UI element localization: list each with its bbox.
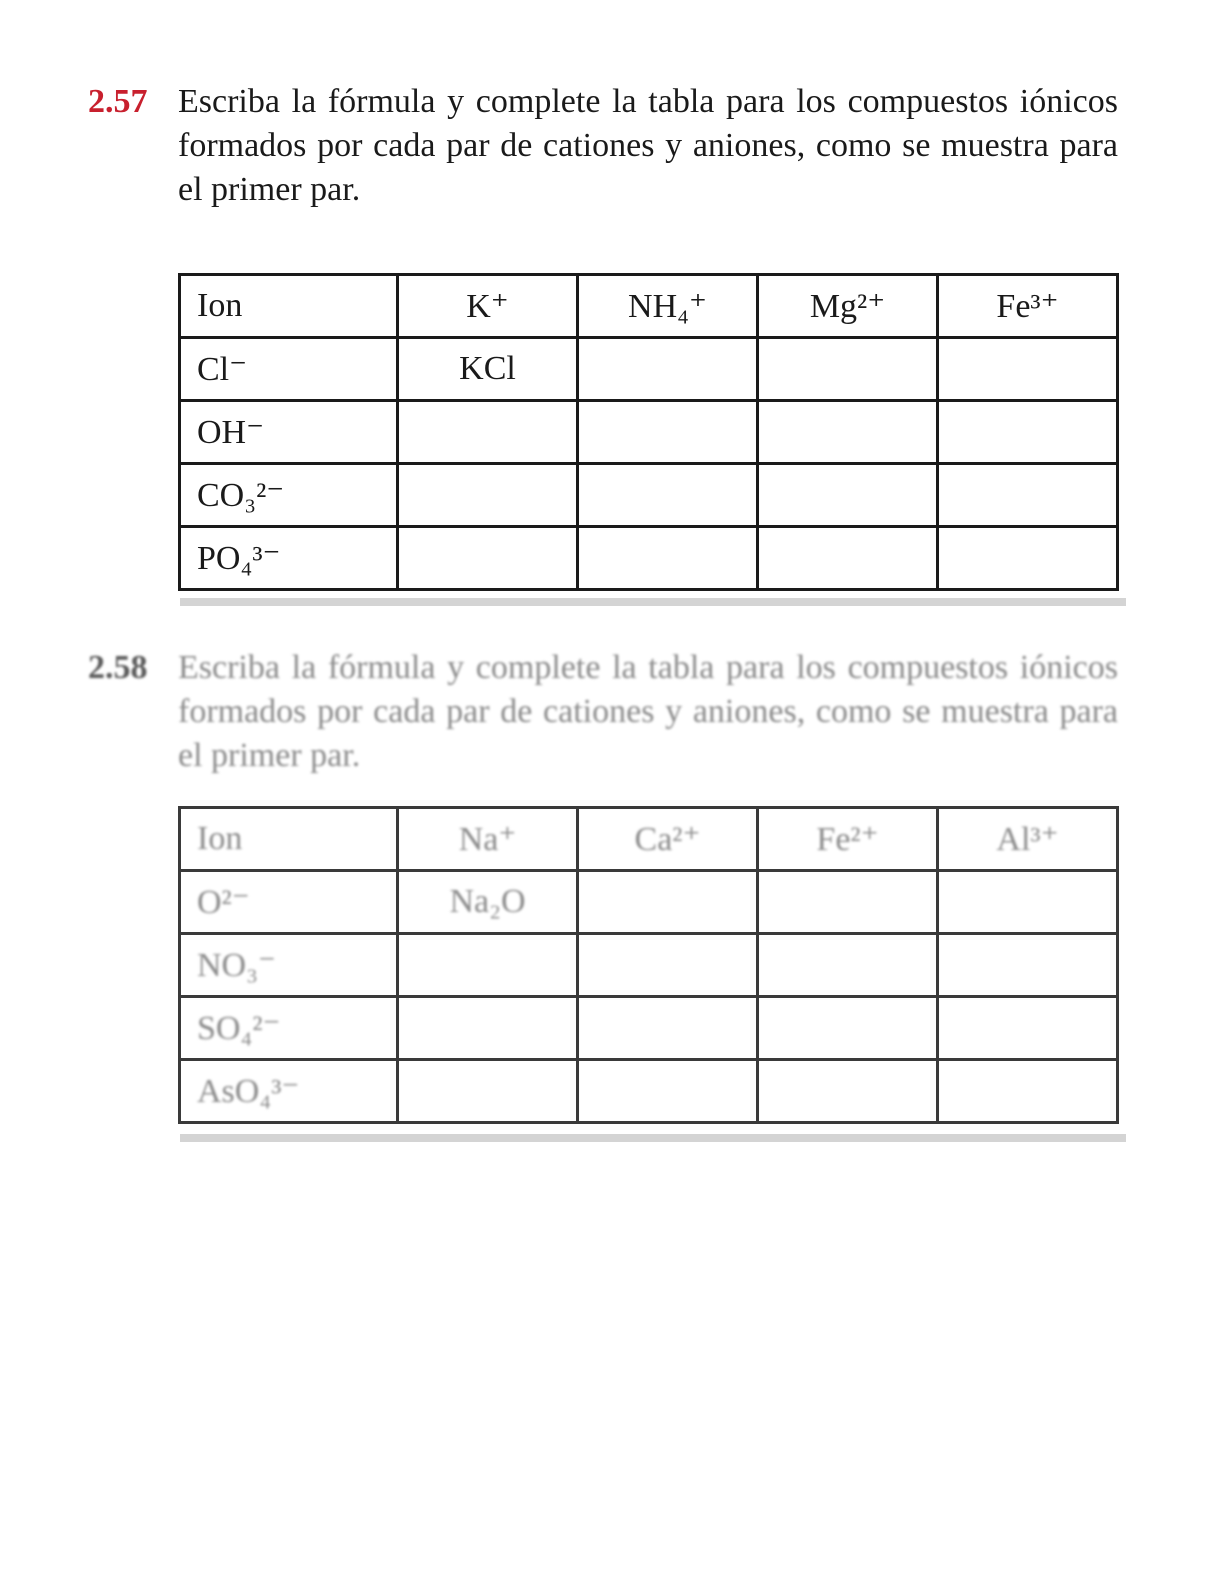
answer-cell [578, 338, 758, 401]
answer-cell [758, 401, 938, 464]
problem-number: 2.58 [88, 649, 148, 686]
answer-cell [398, 527, 578, 590]
answer-cell [578, 934, 758, 997]
table-row [180, 934, 1118, 997]
table-row [180, 871, 1118, 934]
problem-2-58 [88, 646, 1120, 778]
table-row [180, 464, 1118, 527]
answer-cell [938, 871, 1118, 934]
problem-header [88, 646, 1120, 778]
answer-cell [758, 997, 938, 1060]
answer-cell [938, 527, 1118, 590]
header-cell-ion: Ion [180, 808, 398, 871]
problem-header [88, 80, 1120, 212]
problem-2-57 [88, 80, 1120, 212]
answer-cell [758, 1060, 938, 1123]
answer-cell [938, 464, 1118, 527]
header-cell-cation: NH₄⁺ [578, 275, 758, 338]
table-shadow [180, 598, 1126, 606]
anion-cell: NO₃⁻ [180, 934, 398, 997]
table-row [180, 997, 1118, 1060]
answer-cell [398, 997, 578, 1060]
answer-cell [758, 464, 938, 527]
anion-cell: OH⁻ [180, 401, 398, 464]
answer-cell [938, 1060, 1118, 1123]
ion-table-1 [178, 273, 1119, 591]
header-cell-cation: Ca²⁺ [578, 808, 758, 871]
answer-cell [758, 934, 938, 997]
answer-cell [938, 338, 1118, 401]
problem-text: Escriba la fórmula y complete la tabla para los compuestos iónicos formados por cada par de cationes y aniones, como se muestra para el primer par. [178, 649, 1118, 774]
answer-cell [938, 997, 1118, 1060]
anion-cell: O²⁻ [180, 871, 398, 934]
problem-number: 2.57 [88, 83, 148, 120]
header-cell-cation: Na⁺ [398, 808, 578, 871]
anion-cell: SO₄²⁻ [180, 997, 398, 1060]
table-row [180, 527, 1118, 590]
answer-cell [578, 997, 758, 1060]
anion-cell: AsO₄³⁻ [180, 1060, 398, 1123]
answer-cell [938, 401, 1118, 464]
anion-cell: CO₃²⁻ [180, 464, 398, 527]
header-cell-cation: K⁺ [398, 275, 578, 338]
problem-text: Escriba la fórmula y complete la tabla para los compuestos iónicos formados por cada par de cationes y aniones, como se muestra para el primer par. [178, 83, 1118, 208]
answer-cell: KCl [398, 338, 578, 401]
table-shadow [180, 1134, 1126, 1142]
header-cell-ion: Ion [180, 275, 398, 338]
answer-cell [398, 401, 578, 464]
answer-cell [758, 338, 938, 401]
header-cell-cation: Fe³⁺ [938, 275, 1118, 338]
header-cell-cation: Fe²⁺ [758, 808, 938, 871]
ion-table-2 [178, 806, 1119, 1124]
answer-cell [398, 934, 578, 997]
answer-cell [578, 401, 758, 464]
answer-cell [758, 527, 938, 590]
table-header-row [180, 275, 1118, 338]
answer-cell [398, 464, 578, 527]
table-row [180, 338, 1118, 401]
table-header-row [180, 808, 1118, 871]
answer-cell: Na₂O [398, 871, 578, 934]
answer-cell [578, 1060, 758, 1123]
table-row [180, 401, 1118, 464]
answer-cell [578, 527, 758, 590]
answer-cell [578, 871, 758, 934]
answer-cell [758, 871, 938, 934]
header-cell-cation: Al³⁺ [938, 808, 1118, 871]
answer-cell [398, 1060, 578, 1123]
header-cell-cation: Mg²⁺ [758, 275, 938, 338]
answer-cell [578, 464, 758, 527]
anion-cell: PO₄³⁻ [180, 527, 398, 590]
anion-cell: Cl⁻ [180, 338, 398, 401]
answer-cell [938, 934, 1118, 997]
table-row [180, 1060, 1118, 1123]
